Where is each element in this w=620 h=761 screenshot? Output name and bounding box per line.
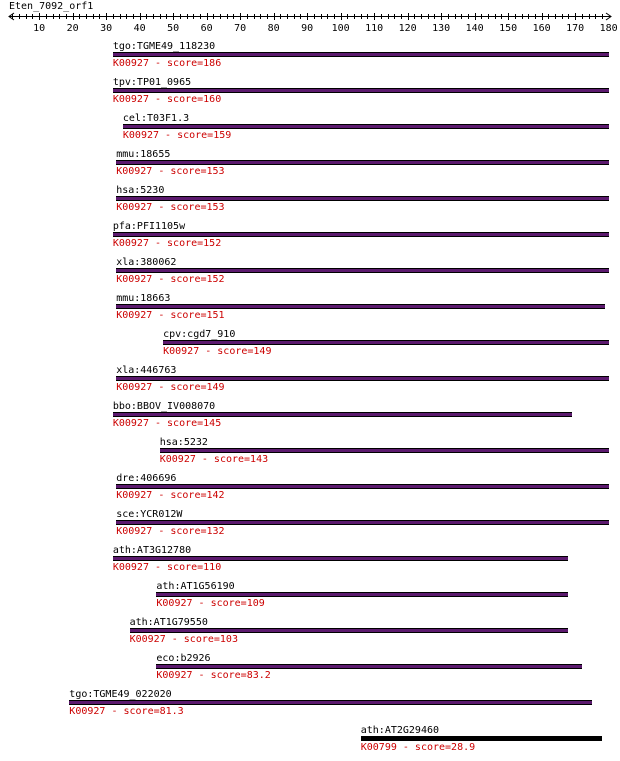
hit-name[interactable]: hsa:5230 [116,185,165,196]
hit-bar[interactable] [116,484,608,489]
hit-bar[interactable] [116,376,608,381]
hit-score: K00927 - score=152 [116,274,225,285]
hit-bar[interactable] [361,736,602,741]
hit-name[interactable]: bbo:BBOV_IV008070 [112,401,216,412]
ruler-tick-label: 110 [365,23,384,34]
ruler-tick-label: 60 [200,23,213,34]
hit-bar[interactable] [160,448,609,453]
hit-score: K00927 - score=83.2 [156,670,271,681]
hit-name[interactable]: mmu:18663 [116,293,171,304]
hit-name[interactable]: dre:406696 [116,473,177,484]
hit-score: K00799 - score=28.9 [360,742,476,753]
hit-name[interactable]: tgo:TGME49_022020 [69,689,172,700]
ruler-tick-label: 10 [33,23,46,34]
hit-score: K00927 - score=149 [116,382,225,393]
hit-name[interactable]: cel:T03F1.3 [122,113,190,124]
hit-bar[interactable] [163,340,609,345]
hit-score: K00927 - score=81.3 [69,706,184,717]
hit-name[interactable]: tgo:TGME49_118230 [112,41,216,52]
hit-score: K00927 - score=109 [156,598,265,609]
hit-name[interactable]: cpv:cgd7_910 [163,329,236,340]
hit-name[interactable]: sce:YCR012W [116,509,183,520]
hit-score: K00927 - score=186 [112,58,222,69]
hit-score: K00927 - score=132 [116,526,225,537]
query-title: Eten_7092_orf1 [9,1,94,12]
hit-score: K00927 - score=143 [159,454,269,465]
hit-bar[interactable] [156,664,581,669]
hit-bar[interactable] [113,556,569,561]
hit-name[interactable]: pfa:PFI1105w [112,221,186,232]
hit-bar[interactable] [116,520,608,525]
hit-bar[interactable] [113,232,609,237]
ruler-tick-label: 70 [234,23,247,34]
hit-bar[interactable] [116,160,608,165]
hit-name[interactable]: hsa:5232 [159,437,208,448]
hit-score: K00927 - score=153 [116,202,225,213]
sequence-ruler [0,0,620,36]
hit-name[interactable]: ath:AT3G12780 [112,545,192,556]
ruler-tick-label: 20 [66,23,79,34]
hit-score: K00927 - score=160 [112,94,222,105]
ruler-tick-label: 100 [331,23,350,34]
hit-name[interactable]: xla:446763 [116,365,177,376]
hit-score: K00927 - score=159 [122,130,232,141]
hit-name[interactable]: ath:AT1G56190 [156,581,235,592]
ruler-tick-label: 130 [432,23,451,34]
hit-name[interactable]: ath:AT1G79550 [129,617,208,628]
hit-bar[interactable] [130,628,569,633]
hit-bar[interactable] [113,88,609,93]
ruler-tick-label: 80 [267,23,280,34]
hit-score: K00927 - score=151 [116,310,225,321]
ruler-tick-label: 150 [499,23,518,34]
ruler-tick-label: 50 [167,23,180,34]
hit-name[interactable]: ath:AT2G29460 [360,725,440,736]
hit-score: K00927 - score=142 [116,490,225,501]
hit-bar[interactable] [113,412,572,417]
hit-bar[interactable] [156,592,568,597]
ruler-tick-label: 170 [566,23,585,34]
hit-score: K00927 - score=153 [116,166,225,177]
hit-score: K00927 - score=110 [112,562,222,573]
hit-bar[interactable] [113,52,609,57]
hit-bar[interactable] [116,304,605,309]
ruler-tick-label: 30 [100,23,113,34]
ruler-tick-label: 180 [599,23,618,34]
ruler-tick-label: 120 [398,23,417,34]
hit-score: K00927 - score=103 [129,634,238,645]
hit-score: K00927 - score=145 [112,418,222,429]
ruler-tick-label: 90 [301,23,314,34]
hit-bar[interactable] [116,196,608,201]
hit-name[interactable]: xla:380062 [116,257,177,268]
hit-score: K00927 - score=152 [112,238,222,249]
hit-bar[interactable] [123,124,609,129]
ruler-tick-label: 40 [133,23,146,34]
hit-score: K00927 - score=149 [163,346,272,357]
hit-name[interactable]: mmu:18655 [116,149,171,160]
hit-bar[interactable] [116,268,608,273]
ruler-tick-label: 160 [532,23,551,34]
ruler-tick-label: 140 [465,23,484,34]
hit-name[interactable]: tpv:TP01_0965 [112,77,192,88]
hit-bar[interactable] [69,700,592,705]
hit-name[interactable]: eco:b2926 [156,653,211,664]
